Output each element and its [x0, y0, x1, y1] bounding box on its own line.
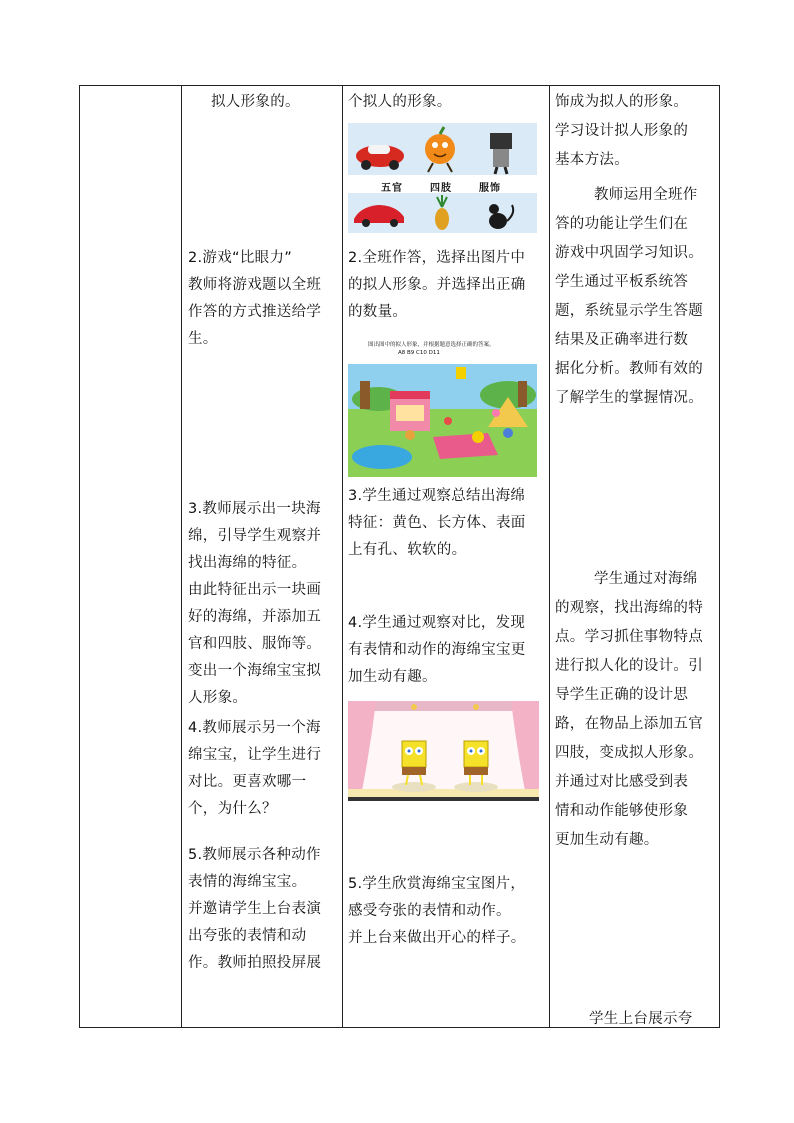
- text-line: 好的海绵，并添加五: [188, 609, 322, 625]
- text-line: 四肢，变成拟人形象。: [555, 745, 703, 761]
- text-line: 基本方法。: [555, 152, 629, 168]
- text-line: 拟人形象的。: [211, 94, 300, 110]
- cartoon-car-icon: [356, 145, 404, 170]
- text-line: 据化分析。教师有效的: [555, 361, 703, 377]
- column-divider: [342, 86, 343, 1027]
- text-line: 出夸张的表情和动: [188, 928, 307, 944]
- text-line: 官和四肢、服饰等。: [188, 636, 322, 652]
- text-line: 的拟人形象。并选择出正确: [348, 277, 526, 293]
- label-limbs: 四肢: [430, 183, 452, 194]
- column-divider: [181, 86, 182, 1027]
- text-line: 了解学生的掌握情况。: [555, 390, 703, 406]
- text-line: 游戏中巩固学习知识。: [555, 245, 703, 261]
- label-clothing: 服饰: [479, 183, 501, 194]
- text-line: 的数量。: [348, 304, 408, 320]
- text-line: 情和动作能够使形象: [555, 803, 689, 819]
- text-line: 5.教师展示各种动作: [188, 847, 321, 863]
- text-line: 并上台来做出开心的样子。: [348, 930, 526, 946]
- text-line: 3.学生通过观察总结出海绵: [348, 488, 526, 504]
- label-facial-features: 五官: [381, 183, 403, 194]
- text-line: 生。: [188, 331, 218, 347]
- text-line: 答的功能让学生们在: [555, 216, 689, 232]
- text-line: 作答的方式推送给学: [188, 304, 322, 320]
- text-line: 3.教师展示出一块海: [188, 501, 321, 517]
- text-line: 进行拟人化的设计。引: [555, 658, 703, 674]
- text-line: 路，在物品上添加五官: [555, 716, 703, 732]
- text-line: 学生通过对海绵: [594, 571, 698, 587]
- text-line: 加生动有趣。: [348, 669, 437, 685]
- text-line: 感受夸张的表情和动作。: [348, 903, 511, 919]
- text-line: 学生上台展示夸: [589, 1011, 693, 1027]
- text-line: 个拟人的形象。: [348, 94, 452, 110]
- spongebob-stage-image: [348, 701, 539, 801]
- text-line: 由此特征出示一块画: [188, 582, 322, 598]
- text-line: 人形象。: [188, 690, 248, 706]
- text-line: 变出一个海绵宝宝拟: [188, 663, 322, 679]
- text-line: 学习设计拟人形象的: [555, 123, 689, 139]
- text-line: 表情的海绵宝宝。: [188, 874, 307, 890]
- text-line: 特征：黄色、长方体、表面: [348, 515, 526, 531]
- text-line: 有表情和动作的海绵宝宝更: [348, 642, 526, 658]
- text-line: 2.全班作答，选择出图片中: [348, 250, 526, 266]
- text-line: 并通过对比感受到表: [555, 774, 689, 790]
- quiz-question: 图出图中的拟人形象，并根据题意选择正确的答案。: [368, 342, 495, 348]
- text-line: 找出海绵的特征。: [188, 555, 307, 571]
- quiz-scene-image: [348, 337, 537, 477]
- text-line: 教师将游戏题以全班: [188, 277, 322, 293]
- text-line: 5.学生欣赏海绵宝宝图片，: [348, 876, 526, 892]
- game-title: 2.游戏“比眼力”: [188, 250, 293, 266]
- text-line: 题，系统显示学生答题: [555, 303, 703, 319]
- text-line: 更加生动有趣。: [555, 832, 659, 848]
- text-line: 4.学生通过观察对比，发现: [348, 615, 526, 631]
- text-line: 个，为什么？: [188, 801, 277, 817]
- text-line: 导学生正确的设计思: [555, 687, 689, 703]
- text-line: 绵，引导学生观察并: [188, 528, 322, 544]
- text-line: 并邀请学生上台表演: [188, 901, 322, 917]
- column-divider: [549, 86, 550, 1027]
- text-line: 4.教师展示另一个海: [188, 720, 321, 736]
- text-line: 学生通过平板系统答: [555, 274, 689, 290]
- quiz-options: A8 B9 C10 D11: [398, 350, 440, 356]
- text-line: 上有孔、软软的。: [348, 542, 467, 558]
- text-line: 对比。更喜欢哪一: [188, 774, 307, 790]
- text-line: 绵宝宝，让学生进行: [188, 747, 322, 763]
- personification-examples-image: [348, 123, 537, 233]
- text-line: 结果及正确率进行数: [555, 332, 689, 348]
- text-line: 教师运用全班作: [594, 187, 698, 203]
- text-line: 点。学习抓住事物特点: [555, 629, 703, 645]
- text-line: 的观察，找出海绵的特: [555, 600, 703, 616]
- text-line: 饰成为拟人的形象。: [555, 94, 689, 110]
- text-line: 作。教师拍照投屏展: [188, 955, 322, 971]
